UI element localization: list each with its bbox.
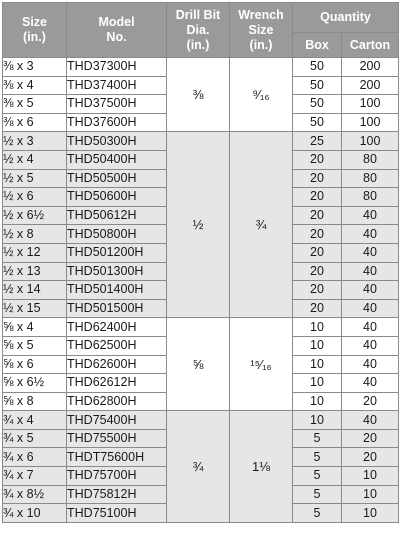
box-qty-cell: 10: [293, 392, 342, 411]
model-cell: THD50600H: [67, 188, 167, 207]
carton-qty-cell: 40: [342, 374, 399, 393]
box-qty-cell: 5: [293, 448, 342, 467]
size-cell: ⅝ x 4: [3, 318, 67, 337]
model-cell: THD501400H: [67, 281, 167, 300]
box-qty-cell: 5: [293, 429, 342, 448]
box-qty-cell: 50: [293, 58, 342, 77]
box-qty-cell: 20: [293, 188, 342, 207]
model-cell: THD501500H: [67, 299, 167, 318]
size-cell: ½ x 14: [3, 281, 67, 300]
box-qty-cell: 10: [293, 355, 342, 374]
size-cell: ½ x 5: [3, 169, 67, 188]
carton-qty-cell: 20: [342, 392, 399, 411]
size-cell: ⅝ x 8: [3, 392, 67, 411]
product-spec-table: [2, 2, 399, 523]
model-cell: THD62800H: [67, 392, 167, 411]
box-qty-cell: 20: [293, 299, 342, 318]
box-qty-cell: 5: [293, 504, 342, 523]
model-cell: THD37500H: [67, 95, 167, 114]
model-cell: THD75812H: [67, 485, 167, 504]
table-row: [3, 411, 399, 430]
model-cell: THD75700H: [67, 467, 167, 486]
box-qty-cell: 50: [293, 113, 342, 132]
box-qty-cell: 20: [293, 243, 342, 262]
size-cell: ¾ x 4: [3, 411, 67, 430]
carton-qty-cell: 200: [342, 76, 399, 95]
box-qty-cell: 20: [293, 206, 342, 225]
box-qty-cell: 10: [293, 336, 342, 355]
drill-bit-cell: ½: [167, 132, 230, 318]
model-cell: THD62500H: [67, 336, 167, 355]
size-cell: ½ x 6: [3, 188, 67, 207]
model-cell: THD62612H: [67, 374, 167, 393]
drill-bit-cell: ¾: [167, 411, 230, 523]
carton-qty-cell: 40: [342, 281, 399, 300]
size-cell: ½ x 3: [3, 132, 67, 151]
header-drill-bit-dia: Drill Bit Dia. (in.): [167, 3, 230, 58]
model-cell: THD50500H: [67, 169, 167, 188]
box-qty-cell: 50: [293, 76, 342, 95]
table-body: [3, 58, 399, 523]
carton-qty-cell: 80: [342, 150, 399, 169]
carton-qty-cell: 40: [342, 243, 399, 262]
box-qty-cell: 20: [293, 169, 342, 188]
carton-qty-cell: 40: [342, 299, 399, 318]
table-row: [3, 132, 399, 151]
wrench-size-cell: ¾: [230, 132, 293, 318]
size-cell: ½ x 15: [3, 299, 67, 318]
header-box: Box: [293, 33, 342, 58]
size-cell: ⅜ x 3: [3, 58, 67, 77]
size-cell: ⅝ x 6½: [3, 374, 67, 393]
header-size: Size (in.): [3, 3, 67, 58]
carton-qty-cell: 80: [342, 188, 399, 207]
size-cell: ½ x 13: [3, 262, 67, 281]
model-cell: THD37600H: [67, 113, 167, 132]
header-carton: Carton: [342, 33, 399, 58]
size-cell: ¾ x 7: [3, 467, 67, 486]
model-cell: THD50612H: [67, 206, 167, 225]
carton-qty-cell: 100: [342, 132, 399, 151]
carton-qty-cell: 40: [342, 318, 399, 337]
model-cell: THD62400H: [67, 318, 167, 337]
box-qty-cell: 10: [293, 318, 342, 337]
model-cell: THD37400H: [67, 76, 167, 95]
box-qty-cell: 20: [293, 150, 342, 169]
size-cell: ¾ x 5: [3, 429, 67, 448]
carton-qty-cell: 80: [342, 169, 399, 188]
box-qty-cell: 50: [293, 95, 342, 114]
carton-qty-cell: 100: [342, 95, 399, 114]
model-cell: THD37300H: [67, 58, 167, 77]
model-cell: THD75500H: [67, 429, 167, 448]
carton-qty-cell: 40: [342, 206, 399, 225]
drill-bit-cell: ⅜: [167, 58, 230, 132]
box-qty-cell: 5: [293, 467, 342, 486]
carton-qty-cell: 10: [342, 485, 399, 504]
size-cell: ½ x 4: [3, 150, 67, 169]
table-row: [3, 318, 399, 337]
wrench-size-cell: ⁹⁄₁₆: [230, 58, 293, 132]
size-cell: ½ x 6½: [3, 206, 67, 225]
wrench-size-cell: 1⅛: [230, 411, 293, 523]
box-qty-cell: 5: [293, 485, 342, 504]
size-cell: ⅜ x 6: [3, 113, 67, 132]
model-cell: THD50800H: [67, 225, 167, 244]
size-cell: ¾ x 6: [3, 448, 67, 467]
table-row: [3, 58, 399, 77]
wrench-size-cell: ¹⁵⁄₁₆: [230, 318, 293, 411]
box-qty-cell: 25: [293, 132, 342, 151]
header-model: Model No.: [67, 3, 167, 58]
box-qty-cell: 10: [293, 411, 342, 430]
carton-qty-cell: 40: [342, 262, 399, 281]
model-cell: THD62600H: [67, 355, 167, 374]
size-cell: ⅝ x 6: [3, 355, 67, 374]
model-cell: THD501300H: [67, 262, 167, 281]
size-cell: ½ x 12: [3, 243, 67, 262]
size-cell: ¾ x 8½: [3, 485, 67, 504]
size-cell: ⅜ x 4: [3, 76, 67, 95]
carton-qty-cell: 40: [342, 411, 399, 430]
box-qty-cell: 10: [293, 374, 342, 393]
size-cell: ½ x 8: [3, 225, 67, 244]
model-cell: THD50400H: [67, 150, 167, 169]
table-header: [3, 3, 399, 58]
box-qty-cell: 20: [293, 225, 342, 244]
carton-qty-cell: 20: [342, 429, 399, 448]
carton-qty-cell: 40: [342, 336, 399, 355]
size-cell: ⅝ x 5: [3, 336, 67, 355]
model-cell: THD501200H: [67, 243, 167, 262]
carton-qty-cell: 100: [342, 113, 399, 132]
carton-qty-cell: 200: [342, 58, 399, 77]
size-cell: ⅜ x 5: [3, 95, 67, 114]
carton-qty-cell: 40: [342, 355, 399, 374]
box-qty-cell: 20: [293, 281, 342, 300]
carton-qty-cell: 10: [342, 504, 399, 523]
model-cell: THD75400H: [67, 411, 167, 430]
drill-bit-cell: ⅝: [167, 318, 230, 411]
carton-qty-cell: 20: [342, 448, 399, 467]
model-cell: THDT75600H: [67, 448, 167, 467]
box-qty-cell: 20: [293, 262, 342, 281]
model-cell: THD50300H: [67, 132, 167, 151]
size-cell: ¾ x 10: [3, 504, 67, 523]
header-wrench-size: Wrench Size (in.): [230, 3, 293, 58]
carton-qty-cell: 10: [342, 467, 399, 486]
model-cell: THD75100H: [67, 504, 167, 523]
header-quantity: Quantity: [293, 3, 399, 33]
carton-qty-cell: 40: [342, 225, 399, 244]
